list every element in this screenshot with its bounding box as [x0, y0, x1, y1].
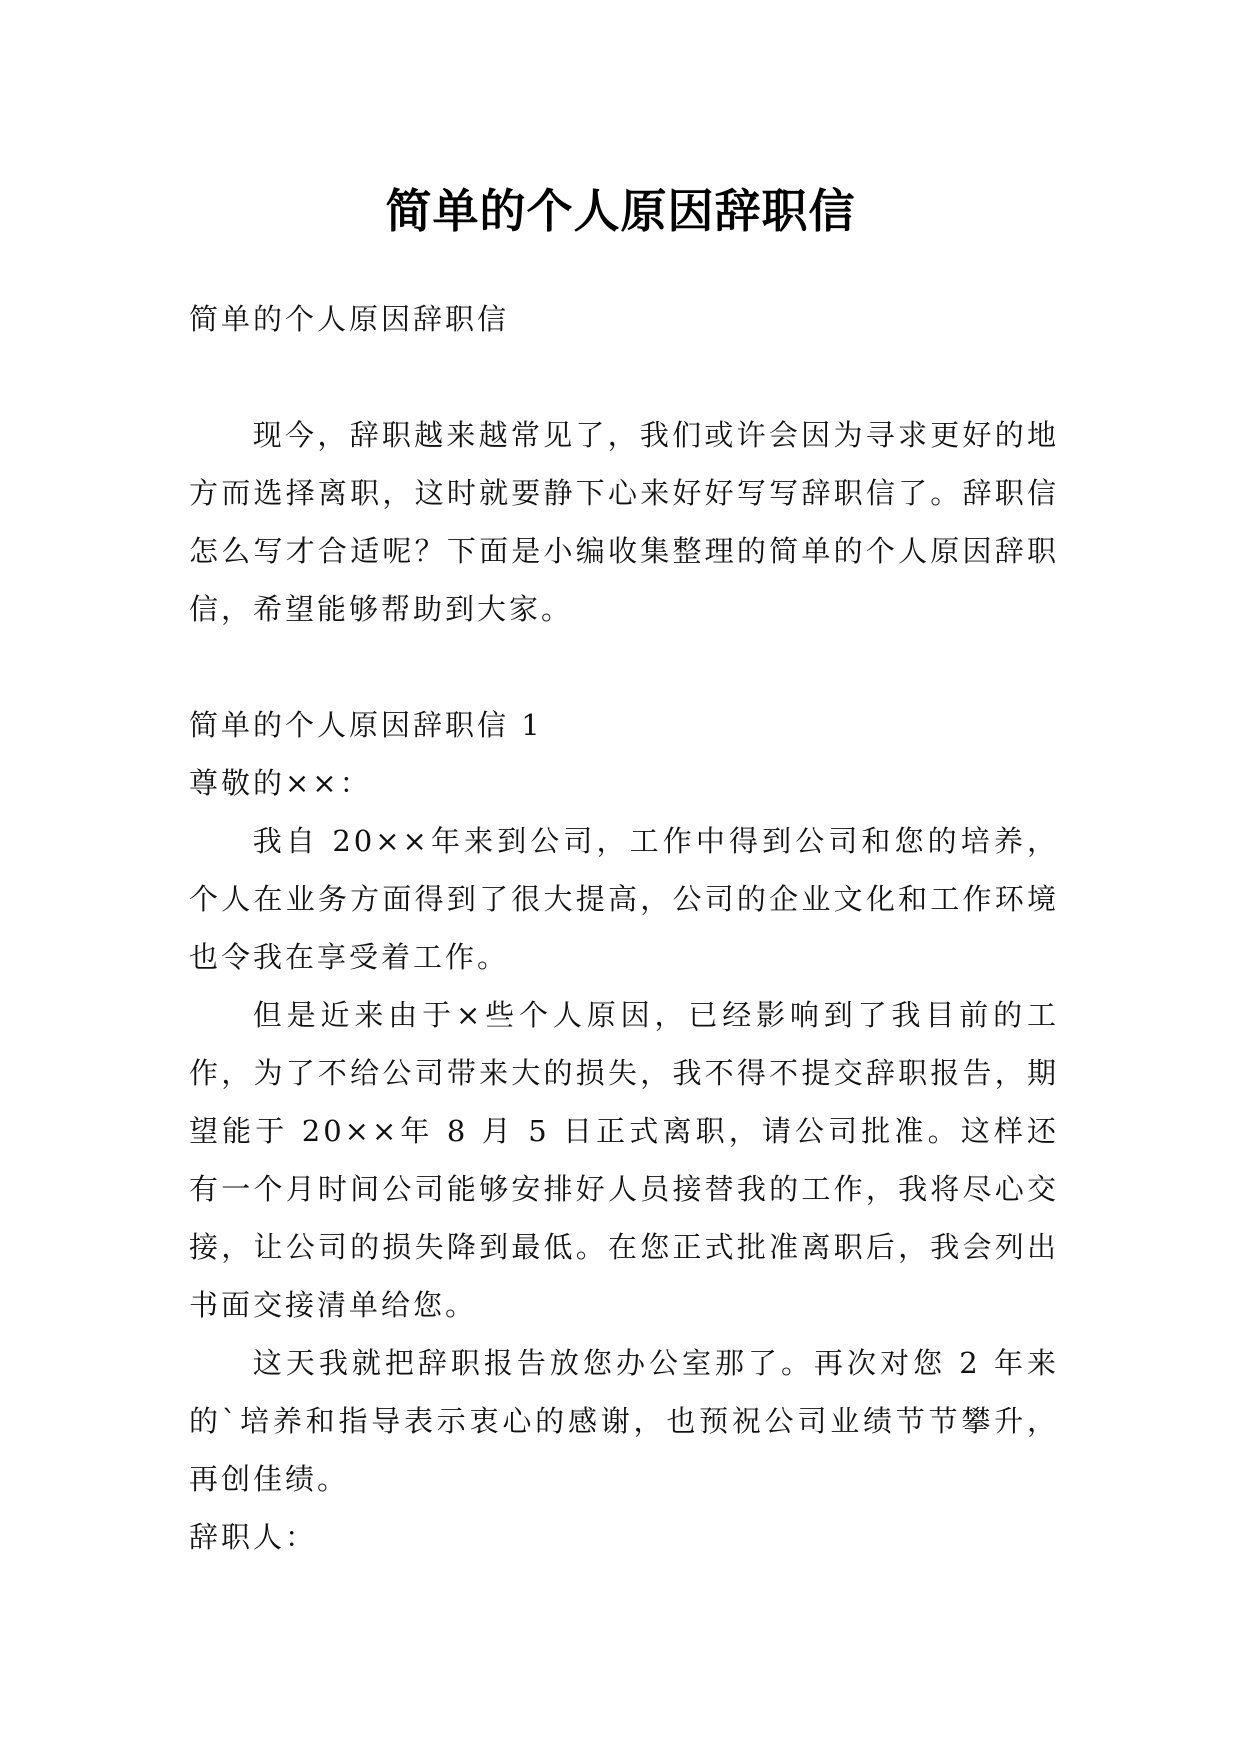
salutation: 尊敬的××：	[189, 766, 372, 800]
body-paragraph-3: 这天我就把辞职报告放您办公室那了。再次对您 2 年来的`培养和指导表示衷心的感谢，也预祝公司业绩节节攀升，再创佳绩。	[189, 1346, 1059, 1496]
intro-paragraph: 现今，辞职越来越常见了，我们或许会因为寻求更好的地方而选择离职，这时就要静下心来好好写写辞职信了。辞职信怎么写才合适呢？下面是小编收集整理的简单的个人原因辞职信，希望能够帮助到大家。	[189, 418, 1059, 626]
document-subtitle: 简单的个人原因辞职信	[189, 302, 510, 336]
document-title: 简单的个人原因辞职信	[385, 183, 856, 238]
document-body	[189, 290, 1059, 1566]
body-paragraph-1: 我自 20××年来到公司，工作中得到公司和您的培养，个人在业务方面得到了很大提高，公司的企业文化和工作环境也令我在享受着工作。	[189, 824, 1059, 974]
body-paragraph-2: 但是近来由于×些个人原因，已经影响到了我目前的工作，为了不给公司带来大的损失，我不得不提交辞职报告，期望能于 20××年 8 月 5 日正式离职，请公司批准。这样还有一个月时间公司能够安排好人员接替我的工作，我将尽心交接，让公司的损失降到最低。在您正式批准离职后，我会列出书面交接清单给您。	[189, 998, 1059, 1322]
section-title: 简单的个人原因辞职信 1	[189, 708, 543, 742]
signature-label: 辞职人：	[189, 1520, 318, 1554]
